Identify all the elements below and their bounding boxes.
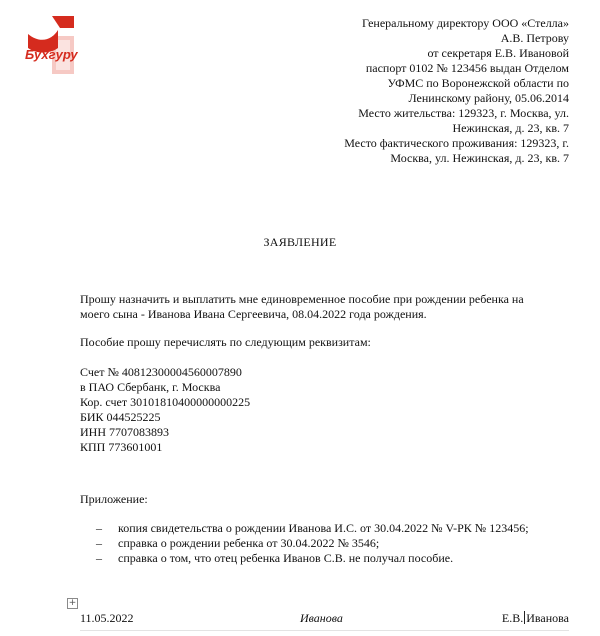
header-line: Москва, ул. Нежинская, д. 23, кв. 7 bbox=[390, 151, 569, 165]
table-move-handle-icon[interactable]: + bbox=[68, 598, 77, 608]
header-line: Генеральному директору ООО «Стелла» bbox=[362, 16, 569, 30]
signature-row bbox=[0, 611, 600, 627]
signature-name bbox=[502, 611, 569, 626]
signature-date: 11.05.2022 bbox=[80, 611, 134, 625]
requisite-line: БИК 044525225 bbox=[80, 410, 161, 424]
document-title: ЗАЯВЛЕНИЕ bbox=[263, 235, 337, 249]
requisite-line: КПП 773601001 bbox=[80, 440, 163, 454]
bukhguru-logo bbox=[22, 14, 82, 76]
header-line: Место жительства: 129323, г. Москва, ул. bbox=[358, 106, 569, 120]
attachments-list bbox=[96, 521, 529, 566]
transfer-paragraph bbox=[80, 335, 570, 350]
requisite-line: Счет № 40812300004560007890 bbox=[80, 365, 242, 379]
logo-emblem-icon bbox=[22, 14, 82, 76]
header-line: А.В. Петрову bbox=[500, 31, 569, 45]
request-line: Прошу назначить и выплатить мне единовременное пособие при рождении ребенка на bbox=[80, 292, 524, 306]
attachment-text: справка о том, что отец ребенка Иванов С.В. не получал пособие. bbox=[118, 551, 454, 565]
transfer-line: Пособие прошу перечислять по следующим реквизитам: bbox=[80, 335, 371, 349]
signature-initials: Е.В. bbox=[501, 611, 524, 625]
attachment-text: копия свидетельства о рождении Иванова И.С. от 30.04.2022 № V-РК № 123456; bbox=[118, 521, 529, 535]
attachment-item bbox=[96, 551, 529, 566]
attachment-text: справка о рождении ребенка от 30.04.2022 № 3546; bbox=[118, 536, 380, 550]
attachment-item bbox=[96, 536, 529, 551]
header-line: УФМС по Воронежской области по bbox=[387, 76, 569, 90]
attachment-item bbox=[96, 521, 529, 536]
header-line: Нежинская, д. 23, кв. 7 bbox=[452, 121, 569, 135]
table-border-line bbox=[80, 630, 569, 631]
requisite-line: ИНН 7707083893 bbox=[80, 425, 169, 439]
header-line: от секретаря Е.В. Ивановой bbox=[427, 46, 569, 60]
list-dash: – bbox=[96, 536, 102, 550]
requisite-line: в ПАО Сбербанк, г. Москва bbox=[80, 380, 221, 394]
signature-surname: Иванова bbox=[526, 611, 569, 625]
header-line: Ленинскому району, 05.06.2014 bbox=[408, 91, 569, 105]
request-line: моего сына - Иванова Ивана Сергеевича, 08.04.2022 года рождения. bbox=[80, 307, 427, 321]
logo-text: Бухгуру bbox=[25, 47, 78, 62]
list-dash: – bbox=[96, 521, 102, 535]
addressee-header bbox=[309, 16, 569, 166]
bank-requisites bbox=[80, 365, 250, 455]
header-line: Место фактического проживания: 129323, г. bbox=[344, 136, 569, 150]
list-dash: – bbox=[96, 551, 102, 565]
signature-handwritten: Иванова bbox=[300, 611, 343, 625]
attachments-title: Приложение: bbox=[80, 492, 148, 506]
header-line: паспорт 0102 № 123456 выдан Отделом bbox=[365, 61, 569, 75]
request-paragraph bbox=[80, 292, 570, 322]
requisite-line: Кор. счет 30101810400000000225 bbox=[80, 395, 251, 409]
